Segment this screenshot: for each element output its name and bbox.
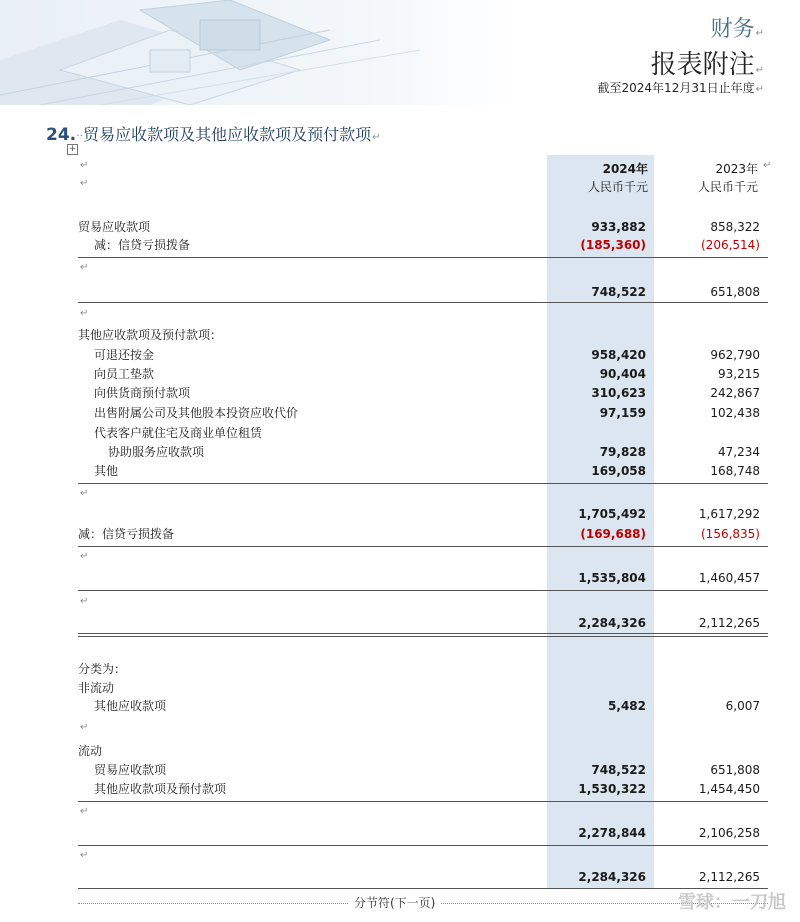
rule-line [78, 590, 768, 591]
table-row: 其他 169,058 168,748 [94, 464, 760, 478]
table-row: 1,705,492 1,617,292 [578, 507, 760, 521]
table-row: 贸易应收款项 933,882 858,322 [78, 220, 760, 234]
table-row: 代表客户就住宅及商业单位租赁 [94, 426, 263, 440]
watermark: 雪球：一刀旭 [678, 892, 786, 913]
table-row: 其他应收款项 5,482 6,007 [94, 699, 760, 713]
rule-line-double [78, 888, 768, 889]
table-row: 向供货商预付款项 310,623 242,867 [94, 386, 760, 400]
table-row: 流动 [78, 744, 103, 758]
header-date-line: 截至2024年12月31日止年度↵ [597, 81, 764, 95]
table-row: 2,284,326 2,112,265 [578, 870, 760, 884]
rule-line-double [78, 636, 768, 637]
rule-line [78, 302, 768, 303]
table-row: 非流动 [78, 681, 115, 695]
header-subtitle: 报表附注↵ [650, 50, 764, 80]
rule-line-double [78, 633, 768, 634]
table-row: 贸易应收款项 748,522 651,808 [94, 763, 760, 777]
table-row: 分类为： [78, 662, 127, 676]
rule-line [78, 483, 768, 484]
rule-line [78, 801, 768, 802]
table-row: 其他应收款项及预付款项： [78, 328, 223, 342]
table-row: 出售附属公司及其他股本投资应收代价 97,159 102,438 [94, 406, 760, 420]
table-row: 减：信贷亏损拨备 (185,360) (206,514) [94, 238, 760, 252]
table-row: 1,535,804 1,460,457 [578, 571, 760, 585]
table-move-handle-icon[interactable]: + [68, 144, 77, 154]
table-row: 2,278,844 2,106,258 [578, 826, 760, 840]
table-row: 减：信贷亏损拨备 (169,688) (156,835) [78, 527, 760, 541]
table-row: 向员工垫款 90,404 93,215 [94, 367, 760, 381]
rule-line [78, 257, 768, 258]
section-number: 24. [46, 125, 77, 145]
col-header-2023: 2023年 人民币千元 [697, 162, 758, 194]
table-row: 协助服务应收款项 79,828 47,234 [108, 445, 760, 459]
section-break: 分节符(下一页) [78, 896, 768, 910]
table-row: 可退还按金 958,420 962,790 [94, 348, 760, 362]
section-title: 贸易应收款项及其他应收款项及预付款项 [83, 125, 372, 144]
rule-line [78, 845, 768, 846]
header-title: 财务↵ [710, 17, 764, 42]
section-heading: 24.··贸易应收款项及其他应收款项及预付款项↵ [46, 125, 381, 145]
table-row: 2,284,326 2,112,265 [578, 616, 760, 630]
header-banner-image [0, 0, 520, 105]
col-header-2024: 2024年 人民币千元 [587, 162, 648, 194]
rule-line [78, 546, 768, 547]
table-row: 748,522 651,808 [591, 285, 760, 299]
table-row: 其他应收款项及预付款项 1,530,322 1,454,450 [94, 782, 760, 796]
